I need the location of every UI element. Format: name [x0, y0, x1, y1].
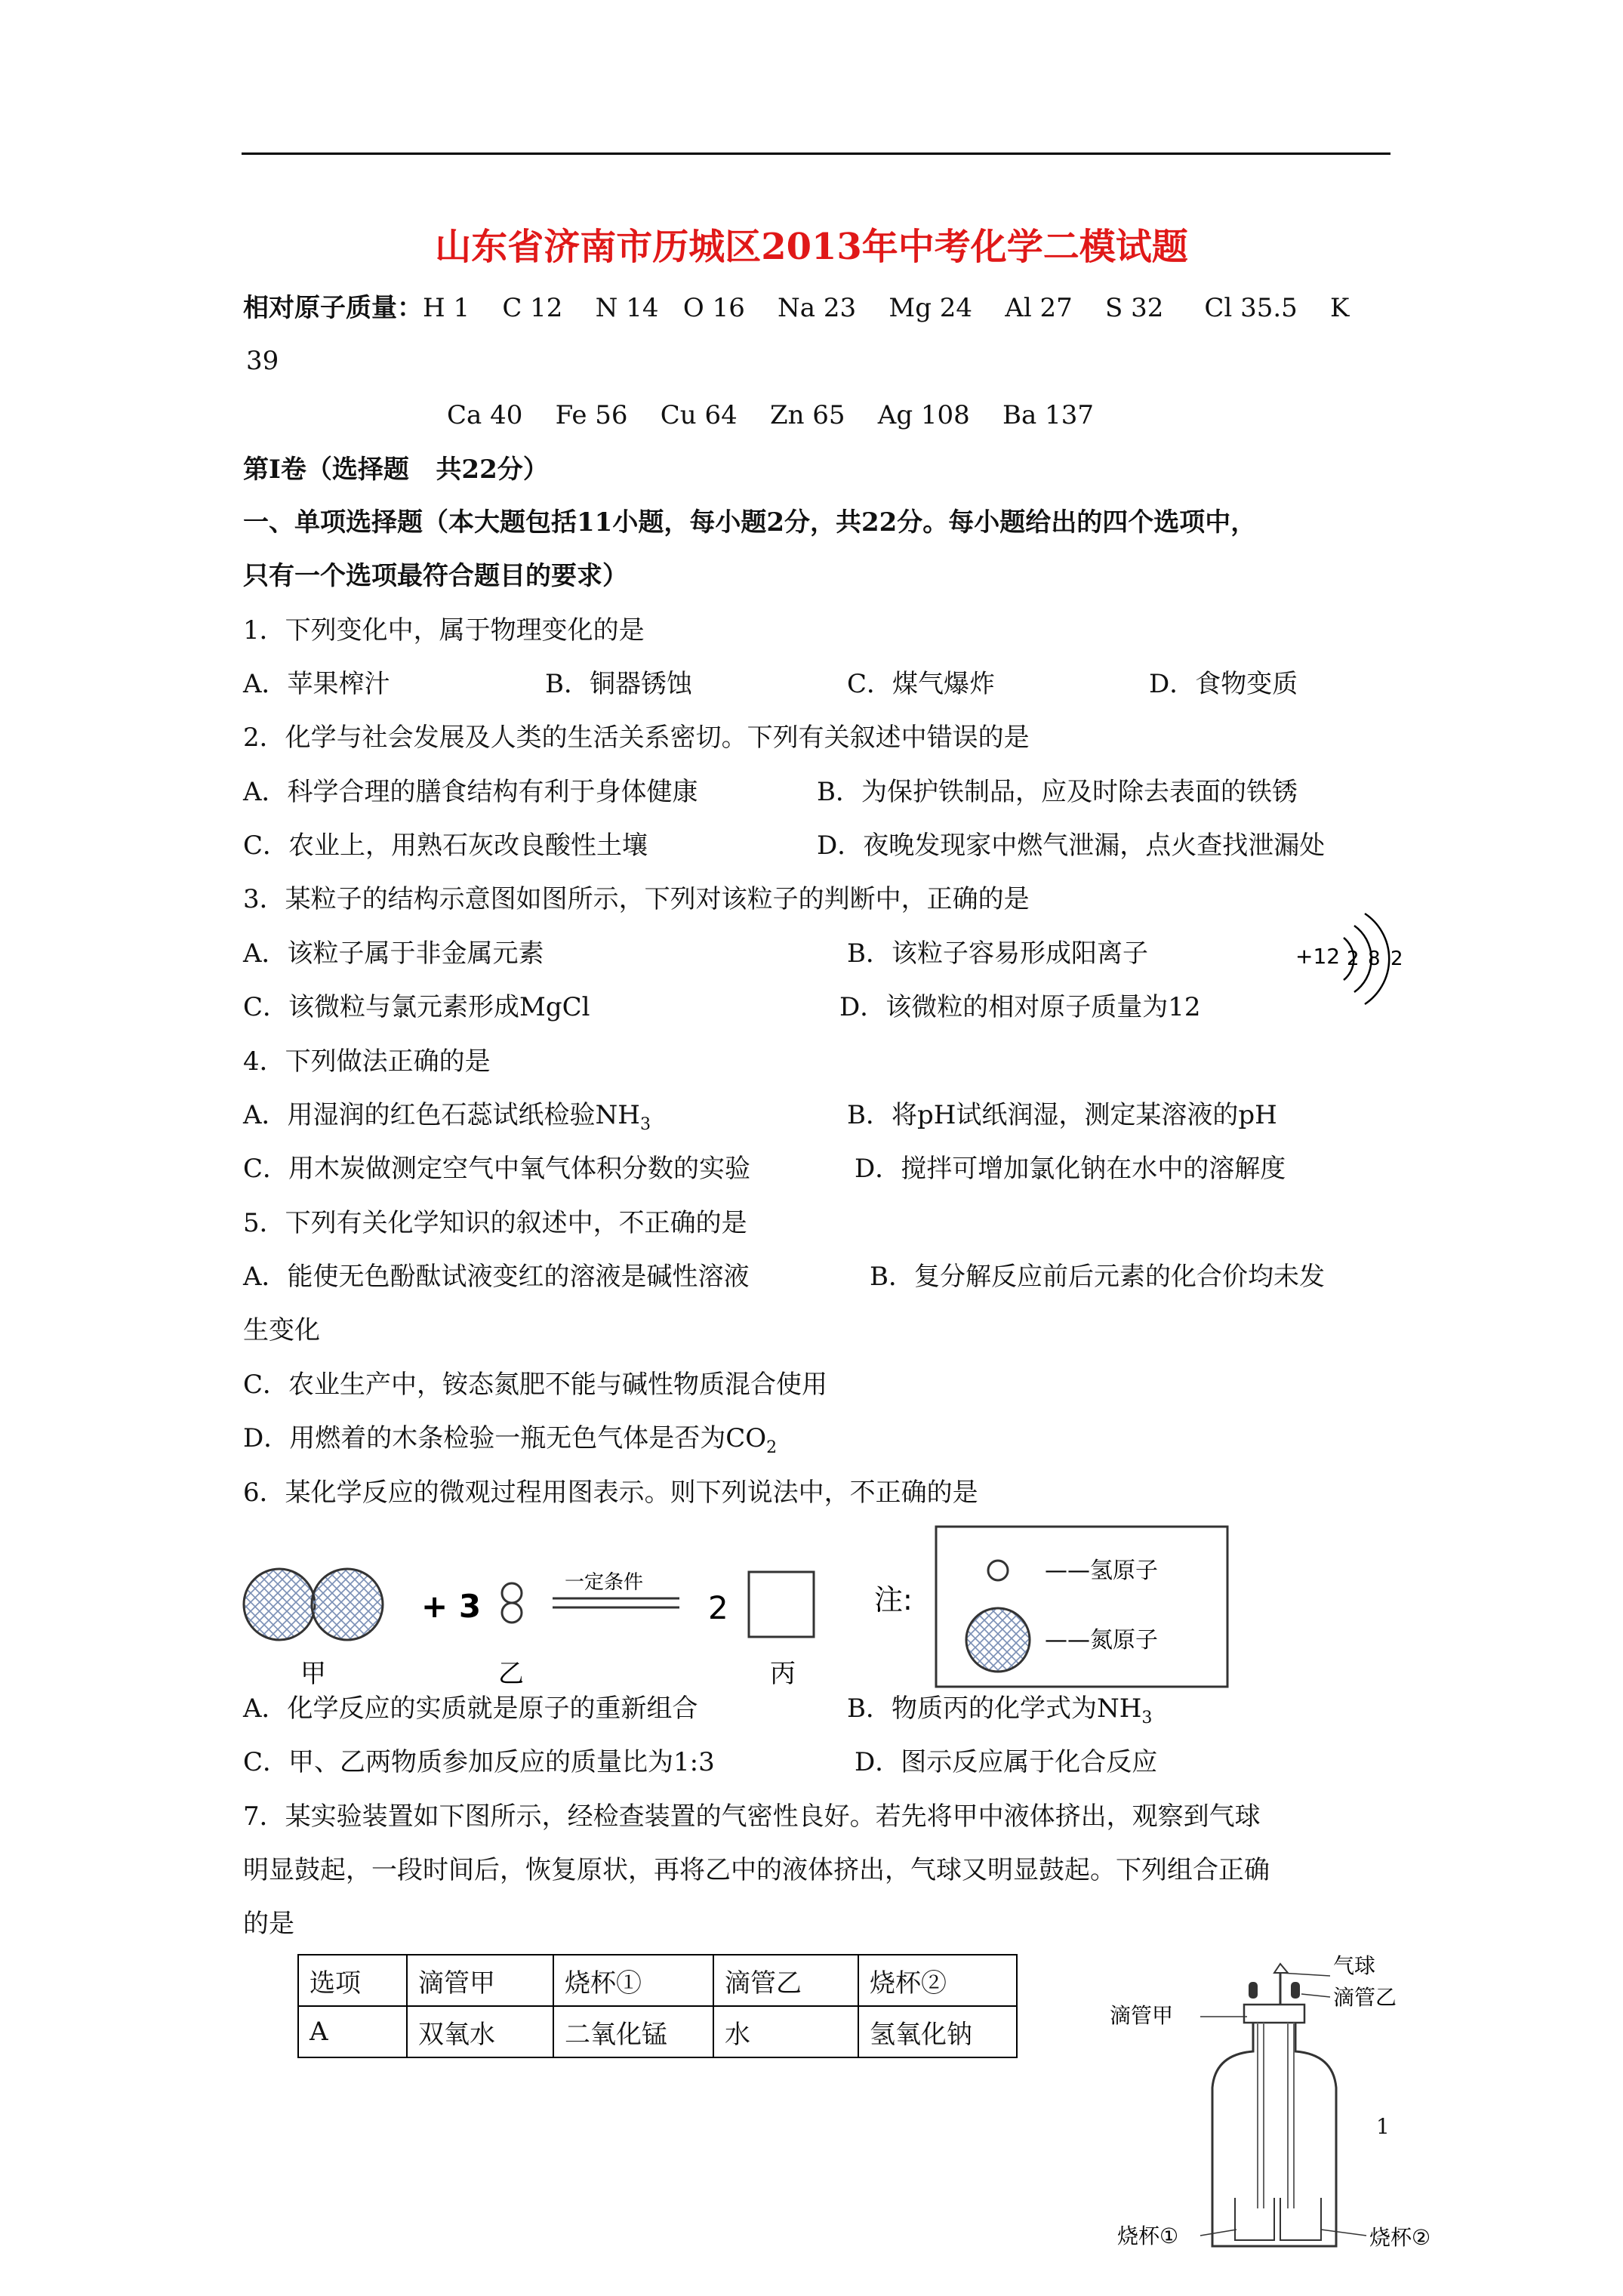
reaction-diagram [242, 1525, 1230, 1706]
section-instructions-1: 一、单项选择题（本大题包括11小题，每小题2分，共22分。每小题给出的四个选项中， [243, 507, 1257, 538]
stopper [1244, 2005, 1304, 2023]
legend-nitrogen: ——氮原子 [1045, 1627, 1158, 1653]
beaker-2-leader [1321, 2230, 1366, 2236]
q2-option-a: A．科学合理的膳食结构有利于身体健康 [243, 777, 698, 807]
nitrogen-atom-1 [244, 1569, 315, 1640]
q6-option-a: A．化学反应的实质就是原子的重新组合 [243, 1693, 698, 1724]
atomic-mass-label: 相对原子质量： [243, 293, 423, 323]
table-cell: 水 [713, 2006, 858, 2057]
q1-option-d: D．食物变质 [1149, 669, 1298, 699]
q2-option-b: B．为保护铁制品，应及时除去表面的铁锈 [817, 777, 1298, 807]
hydrogen-atom-1 [502, 1583, 522, 1603]
top-rule [242, 153, 1390, 155]
beaker-1-leader [1200, 2230, 1236, 2236]
q1-option-a: A．苹果榨汁 [243, 669, 390, 699]
nitrogen-atom-2 [312, 1569, 383, 1640]
table-header-cell: 烧杯① [553, 1955, 713, 2006]
q6-option-b-text: B．物质丙的化学式为NH [847, 1693, 1142, 1724]
page-title: 山东省济南市历城区2013年中考化学二模试题 [435, 226, 1188, 268]
q6-option-c: C．甲、乙两物质参加反应的质量比为1:3 [243, 1747, 715, 1777]
dropper-b-leader [1301, 1994, 1330, 1997]
legend-hydrogen: ——氢原子 [1045, 1558, 1158, 1584]
balloon-leader [1280, 1973, 1330, 1976]
legend-nitrogen-symbol [966, 1608, 1030, 1672]
label-beaker-2: 烧杯② [1369, 2225, 1431, 2250]
q4-option-a-text: A．用湿润的红色石蕊试纸检验NH [243, 1100, 640, 1130]
q3-option-d: D．该微粒的相对原子质量为12 [839, 992, 1201, 1022]
q7-table [297, 1954, 1018, 2058]
label-jia: 甲 [300, 1659, 326, 1689]
label-dropper-b: 滴管乙 [1333, 1985, 1397, 2010]
q5-option-d [243, 1423, 777, 1463]
q4-stem: 4．下列做法正确的是 [243, 1046, 491, 1077]
q3-option-b: B．该粒子容易形成阳离子 [847, 938, 1148, 969]
label-dropper-a: 滴管甲 [1110, 2003, 1174, 2028]
hydrogen-atom-2 [502, 1603, 522, 1623]
shell-3-electrons: 2 [1390, 948, 1403, 970]
q6-option-b [847, 1693, 1152, 1734]
q6-option-b-subscript: 3 [1141, 1709, 1153, 1727]
table-cell: 双氧水 [407, 2006, 553, 2057]
q7-stem-3: 的是 [243, 1909, 294, 1939]
coefficient-c: 2 [708, 1589, 728, 1626]
reaction-condition: 一定条件 [565, 1571, 644, 1594]
q2-stem: 2．化学与社会发展及人类的生活关系密切。下列有关叙述中错误的是 [243, 723, 1030, 753]
q2-option-d: D．夜晚发现家中燃气泄漏，点火查找泄漏处 [817, 831, 1326, 861]
q3-option-a: A．该粒子属于非金属元素 [243, 938, 544, 969]
nucleus-charge: +12 [1295, 944, 1341, 969]
q6-option-d: D．图示反应属于化合反应 [855, 1747, 1158, 1777]
q5-option-d-subscript: 2 [766, 1438, 778, 1457]
q5-stem: 5．下列有关化学知识的叙述中，不正确的是 [243, 1208, 747, 1238]
balloon-shape [1274, 1964, 1288, 1973]
dropper-b-bulb [1291, 1982, 1300, 1999]
coefficient-b: + 3 [421, 1588, 482, 1625]
q1-option-b: B．铜器锈蚀 [545, 669, 692, 699]
product-box [749, 1572, 814, 1637]
table-header-cell: 滴管乙 [713, 1955, 858, 2006]
atomic-mass-line-2: Ca 40 Fe 56 Cu 64 Zn 65 Ag 108 Ba 137 [447, 400, 1094, 430]
beaker-1 [1235, 2198, 1274, 2240]
table-header-cell: 选项 [298, 1955, 407, 2006]
q4-option-b: B．将pH试纸润湿，测定某溶液的pH [847, 1100, 1277, 1130]
label-beaker-1: 烧杯① [1117, 2224, 1179, 2248]
table-header-cell: 烧杯② [858, 1955, 1017, 2006]
table-cell: A [298, 2006, 407, 2057]
q4-option-c: C．用木炭做测定空气中氧气体积分数的实验 [243, 1154, 751, 1184]
label-bing: 丙 [770, 1659, 796, 1689]
q1-stem: 1．下列变化中，属于物理变化的是 [243, 615, 645, 646]
q5-option-b: B．复分解反应前后元素的化合价均未发 [870, 1262, 1325, 1292]
q4-option-d: D．搅拌可增加氯化钠在水中的溶解度 [855, 1154, 1286, 1184]
legend-hydrogen-symbol [988, 1561, 1008, 1580]
atomic-mass-wrap: 39 [246, 346, 279, 376]
atomic-mass-values-1: H 1 C 12 N 14 O 16 Na 23 Mg 24 Al 27 S 32 Cl 35.5 K [423, 293, 1350, 323]
page-number: 1 [1376, 2114, 1390, 2139]
atom-structure-diagram [1291, 898, 1419, 1012]
q5-option-c: C．农业生产中，铵态氮肥不能与碱性物质混合使用 [243, 1370, 828, 1400]
apparatus-diagram [1110, 1953, 1464, 2261]
label-yi: 乙 [498, 1659, 524, 1689]
q7-stem-2: 明显鼓起，一段时间后，恢复原状，再将乙中的液体挤出，气球又明显鼓起。下列组合正确 [243, 1855, 1270, 1885]
q3-option-c: C．该微粒与氯元素形成MgCl [243, 992, 590, 1022]
table-cell: 二氧化锰 [553, 2006, 713, 2057]
shell-2-electrons: 8 [1368, 948, 1381, 970]
table-cell: 氢氧化钠 [858, 2006, 1017, 2057]
beaker-2 [1280, 2198, 1321, 2240]
q7-stem-1: 7．某实验装置如下图所示，经检查装置的气密性良好。若先将甲中液体挤出，观察到气球 [243, 1801, 1261, 1832]
q6-stem: 6．某化学反应的微观过程用图表示。则下列说法中，不正确的是 [243, 1478, 978, 1508]
q1-option-c: C．煤气爆炸 [847, 669, 996, 699]
section-heading: 第Ⅰ卷（选择题 共22分） [243, 455, 549, 485]
q5-option-d-text: D．用燃着的木条检验一瓶无色气体是否为CO [243, 1423, 767, 1453]
q2-option-c: C．农业上，用熟石灰改良酸性土壤 [243, 831, 648, 861]
table-header-cell: 滴管甲 [407, 1955, 553, 2006]
legend-note: 注: [874, 1583, 913, 1616]
section-instructions-2: 只有一个选项最符合题目的要求） [243, 561, 628, 591]
table-row [298, 2006, 1017, 2057]
q5-option-a: A．能使无色酚酞试液变红的溶液是碱性溶液 [243, 1262, 750, 1292]
shell-1-electrons: 2 [1347, 948, 1360, 970]
label-balloon: 气球 [1333, 1953, 1376, 1978]
q4-option-a-subscript: 3 [639, 1115, 651, 1134]
q4-option-a [243, 1100, 651, 1140]
dropper-a-bulb [1249, 1982, 1258, 1999]
q3-stem: 3．某粒子的结构示意图如图所示，下列对该粒子的判断中，正确的是 [243, 884, 1030, 914]
table-header-row [298, 1955, 1017, 2006]
atomic-mass-line-1 [243, 293, 1349, 323]
q5-option-b-wrap: 生变化 [243, 1315, 320, 1345]
